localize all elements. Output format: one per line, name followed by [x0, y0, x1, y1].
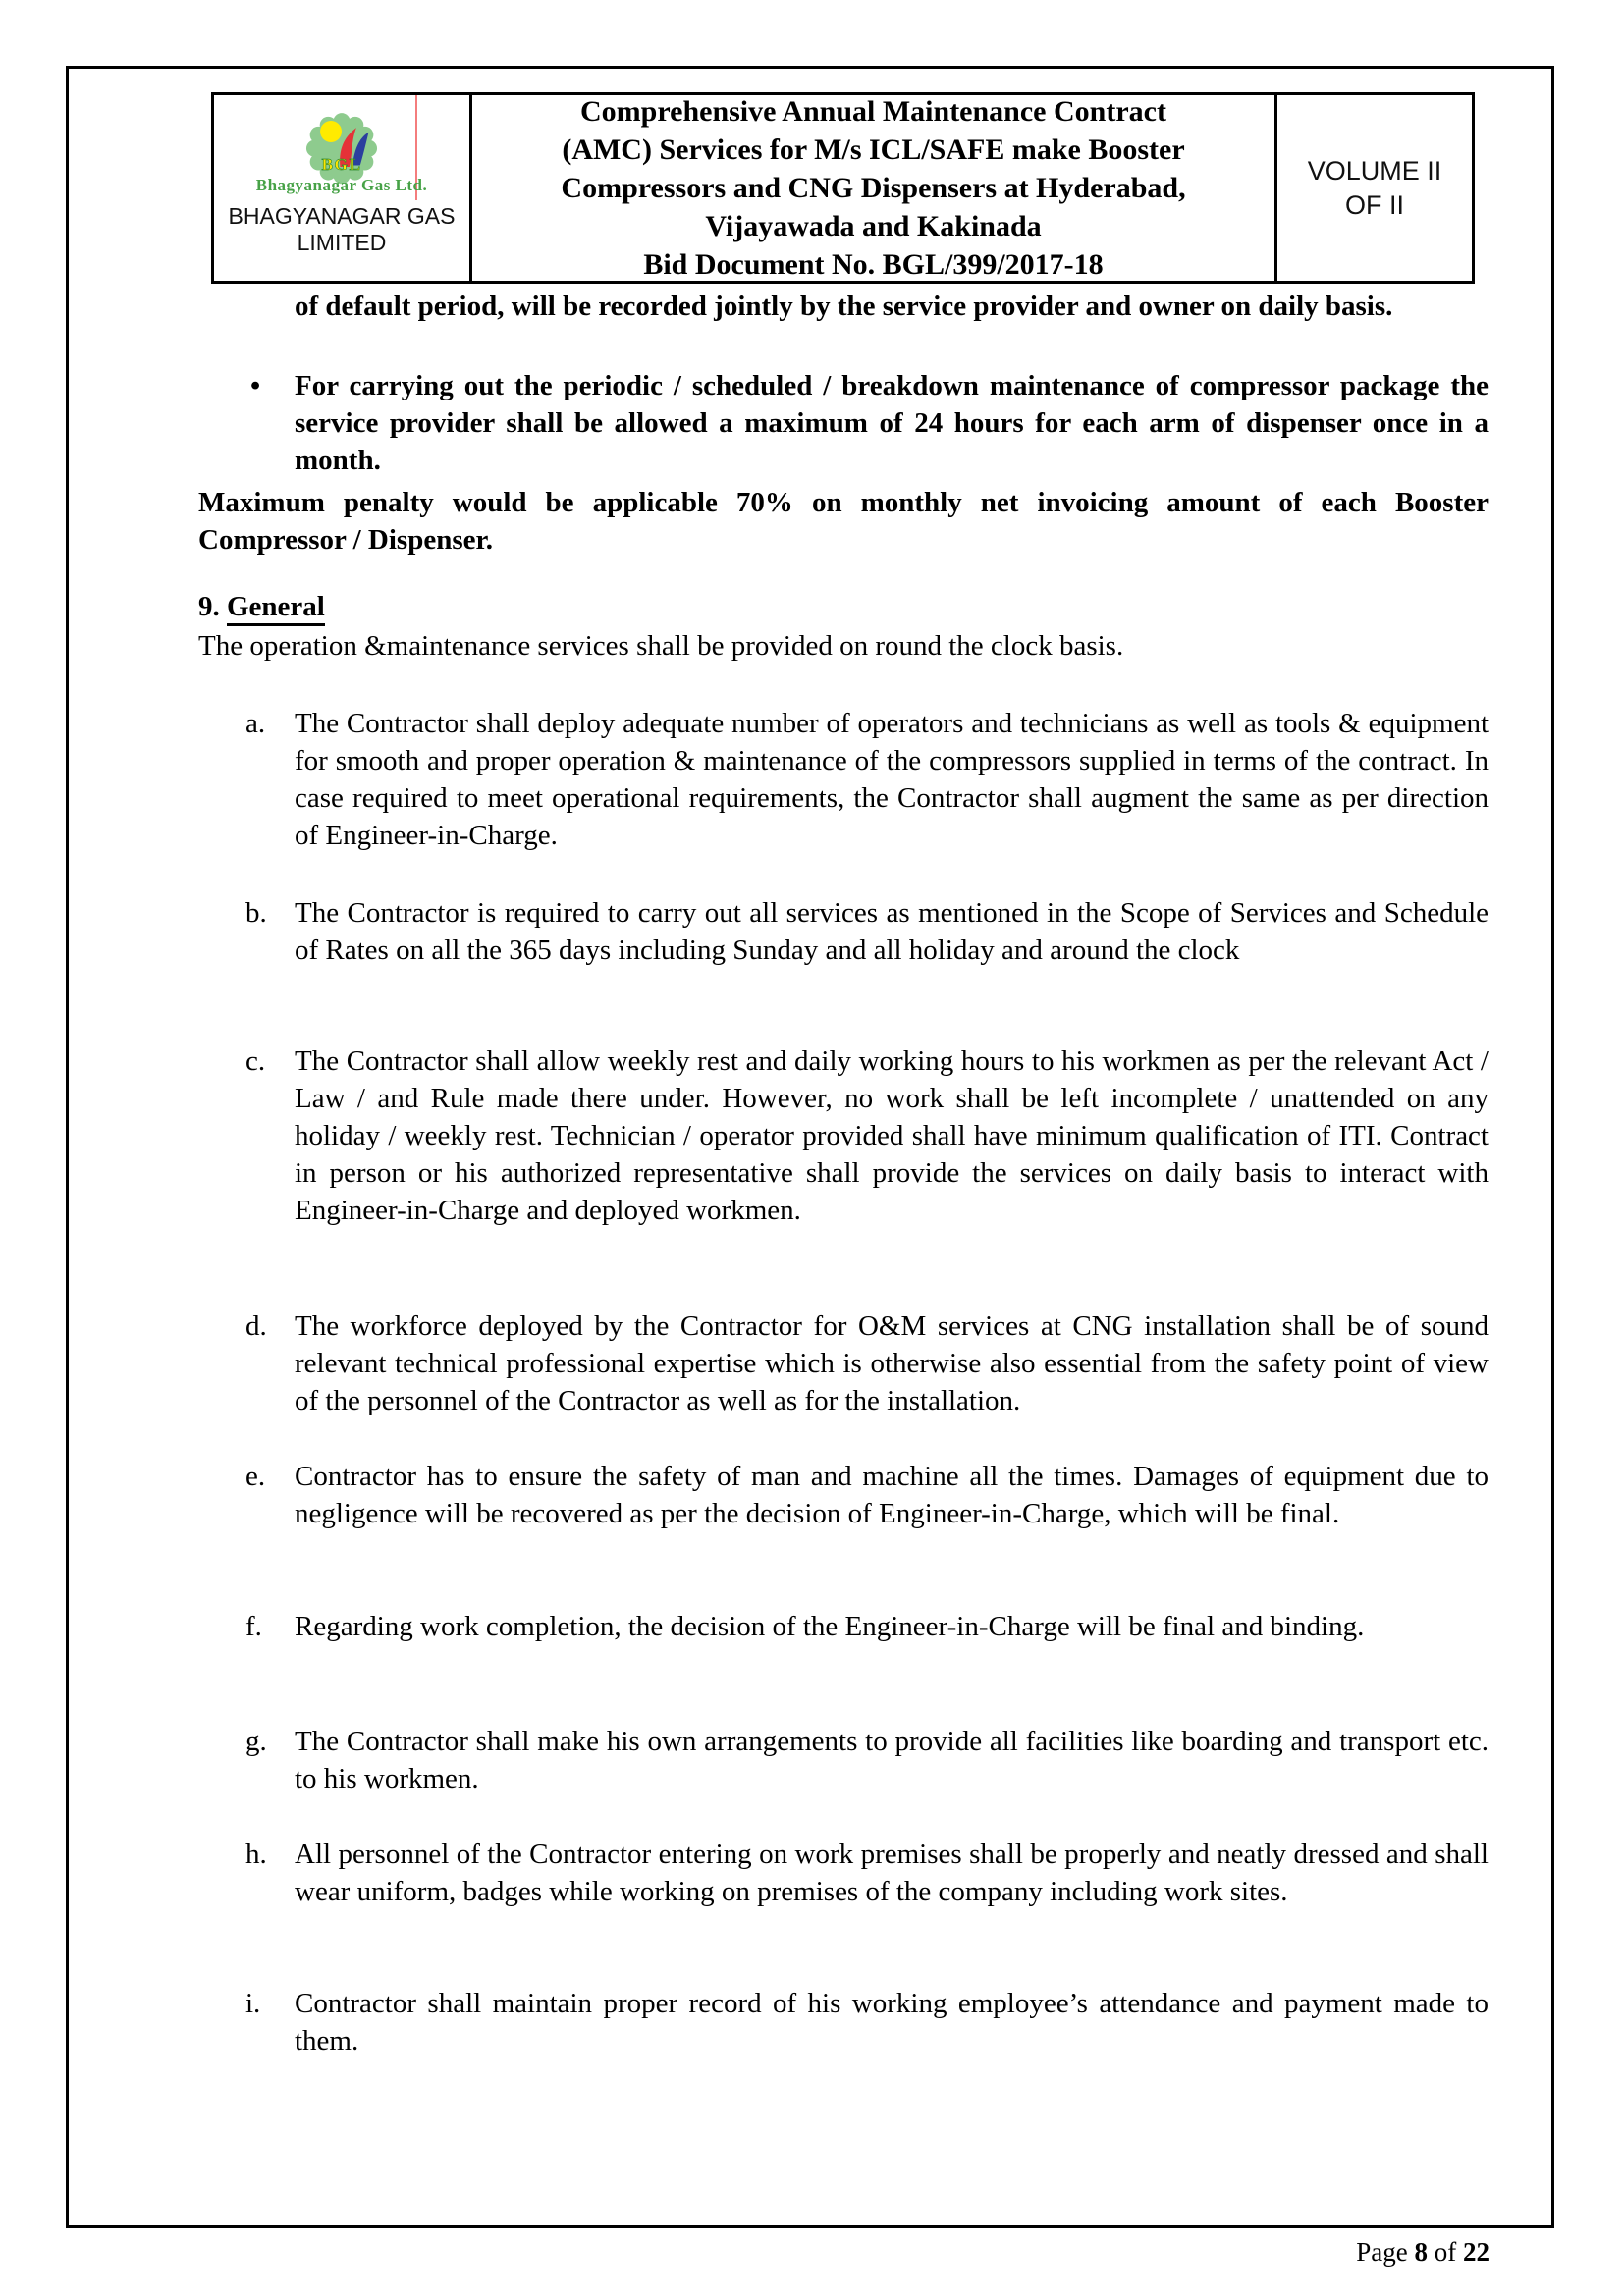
item-label: c.: [245, 1045, 266, 1077]
company-name-line2: LIMITED: [297, 230, 387, 255]
company-name: [214, 203, 469, 256]
item-text: Regarding work completion, the decision of the Engineer-in-Charge will be final and binding.: [295, 1611, 1365, 1642]
logo-subtitle: Bhagyanagar Gas Ltd.: [255, 176, 428, 194]
section-title: General: [227, 591, 325, 626]
page-footer: [0, 2235, 1489, 2269]
document-title: [561, 92, 1185, 284]
footer-of-word: of: [1434, 2237, 1457, 2267]
item-text: The Contractor is required to carry out all services as mentioned in the Scope of Services and Schedule of Rates on all the 365 days including Sunday and all holiday and around the clock: [295, 897, 1489, 966]
item-label: g.: [245, 1726, 267, 1757]
item-text: The Contractor shall deploy adequate number of operators and technicians as well as tools & equipment for smooth and proper operation & maintenance of the compressors supplied in terms of the contract. In case required to meet operational requirements, the Contractor shall augment the same as per direction of Engineer-in-Charge.: [295, 708, 1489, 851]
volume-label: [1308, 154, 1442, 223]
volume-cell: [1277, 95, 1472, 281]
title-line: Comprehensive Annual Maintenance Contract: [580, 95, 1166, 128]
list-item-i: [245, 1985, 1489, 2059]
company-name-line1: BHAGYANAGAR GAS: [228, 203, 456, 229]
intro-paragraph: The operation &maintenance services shall be provided on round the clock basis.: [198, 630, 1124, 662]
title-line: (AMC) Services for M/s ICL/SAFE make Booster: [562, 133, 1185, 166]
header-table: [211, 92, 1475, 284]
item-label: a.: [245, 708, 266, 739]
logo-acronym: BGL: [321, 155, 362, 175]
item-label: b.: [245, 897, 267, 929]
penalty-paragraph: Maximum penalty would be applicable 70% on monthly net invoicing amount of each Booster Compressor / Dispenser.: [198, 487, 1489, 556]
volume-line1: VOLUME II: [1307, 155, 1442, 186]
list-item-h: [245, 1836, 1489, 1910]
item-label: d.: [245, 1310, 267, 1342]
continuation-paragraph: of default period, will be recorded jointly by the service provider and owner on daily basis.: [295, 291, 1393, 322]
item-text: All personnel of the Contractor entering on work premises shall be properly and neatly dressed and shall wear uniform, badges while working on premises of the company including work sites.: [295, 1839, 1489, 1907]
item-label: f.: [245, 1611, 262, 1642]
list-item-g: [245, 1723, 1489, 1797]
item-text: The Contractor shall make his own arrangements to provide all facilities like boarding and transport etc. to his workmen.: [295, 1726, 1489, 1794]
list-item-c: [245, 1042, 1489, 1229]
item-text: Contractor has to ensure the safety of man and machine all the times. Damages of equipment due to negligence will be recovered as per the decision of Engineer-in-Charge, which will be final.: [295, 1461, 1489, 1529]
logo-cell: [214, 95, 472, 281]
section-number: 9.: [198, 591, 220, 622]
item-text: The workforce deployed by the Contractor for O&M services at CNG installation shall be of sound relevant technical professional expertise which is otherwise also essential from the safety point of view of the personnel of the Contractor as well as for the installation.: [295, 1310, 1489, 1416]
item-label: i.: [245, 1988, 261, 2019]
title-line: Vijayawada and Kakinada: [705, 210, 1042, 242]
title-line: Compressors and CNG Dispensers at Hyderabad,: [561, 172, 1186, 204]
footer-total-pages: 22: [1463, 2237, 1489, 2267]
footer-page-number: 8: [1414, 2237, 1428, 2267]
section-heading: [198, 588, 325, 625]
item-text: The Contractor shall allow weekly rest and daily working hours to his workmen as per the relevant Act / Law / and Rule made there under. However, no work shall be left incomplete / unattended on any holiday / weekly rest. Technician / operator provided shall have minimum qualification of ITI. Contract in person or his authorized representative shall provide the services on daily basis to interact with Engineer-in-Charge and deployed workmen.: [295, 1045, 1489, 1226]
list-item-e: [245, 1458, 1489, 1532]
list-item-a: [245, 705, 1489, 854]
item-label: h.: [245, 1839, 267, 1870]
logo-sun-icon: [320, 121, 342, 142]
item-text: Contractor shall maintain proper record of his working employee’s attendance and payment made to them.: [295, 1988, 1489, 2056]
title-cell: [472, 95, 1277, 281]
footer-page-word: Page: [1356, 2237, 1408, 2267]
title-line: Bid Document No. BGL/399/2017-18: [643, 248, 1104, 281]
list-item-b: [245, 894, 1489, 969]
bullet-text: For carrying out the periodic / scheduled / breakdown maintenance of compressor package the service provider shall be allowed a maximum of 24 hours for each arm of dispenser once in a month.: [295, 370, 1489, 476]
list-item-d: [245, 1308, 1489, 1419]
item-label: e.: [245, 1461, 266, 1492]
list-item-f: [245, 1608, 1489, 1645]
volume-line2: OF II: [1345, 189, 1404, 220]
bullet-icon: •: [250, 370, 261, 401]
